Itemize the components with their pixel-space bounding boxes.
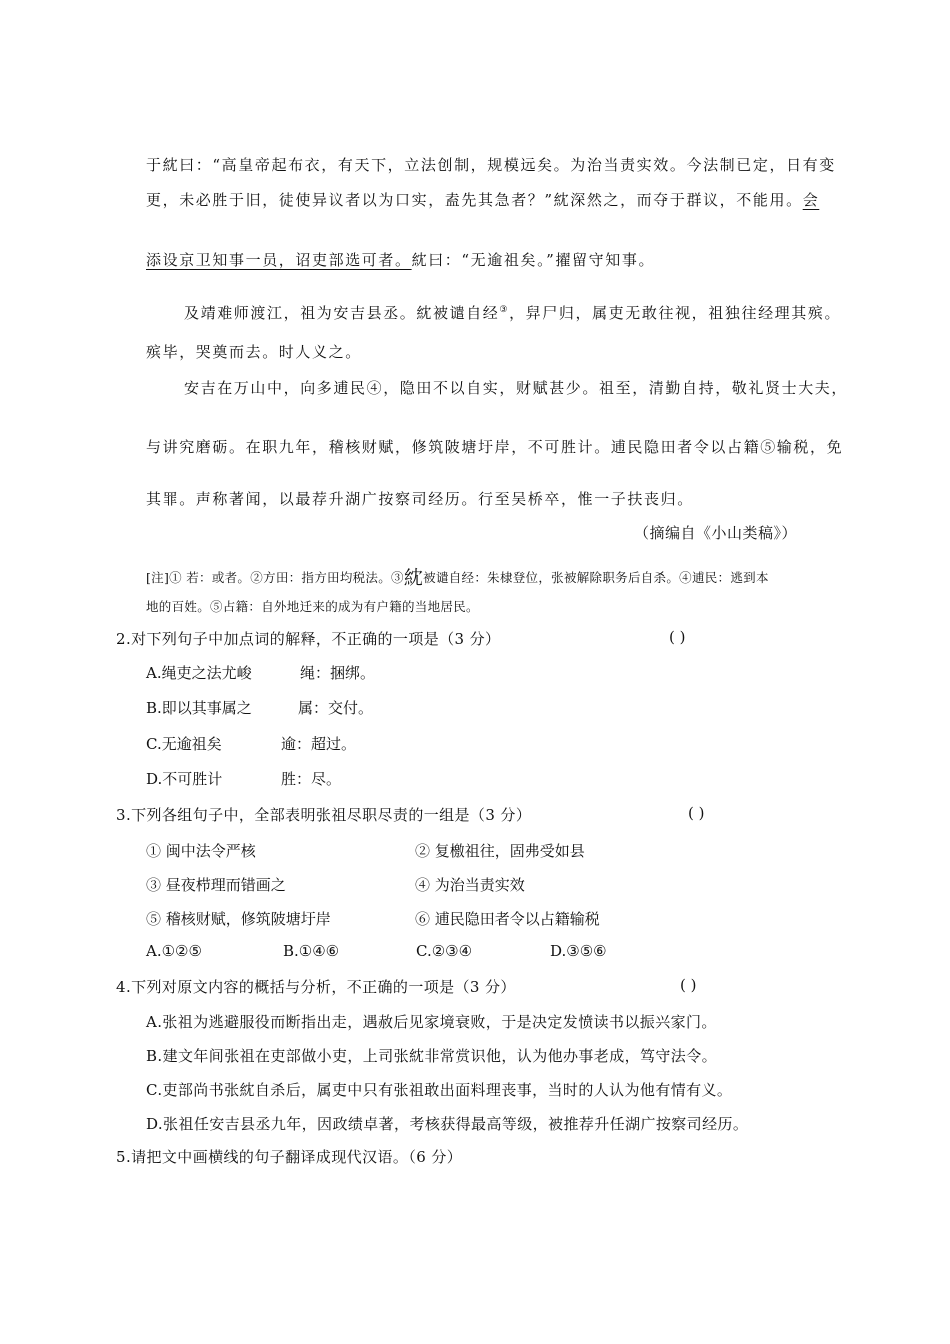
q4-option-b: B.建文年间张祖在吏部做小吏，上司张紞非常赏识他，认为他办事老成，笃守法令。 (146, 1047, 717, 1065)
q2-answer-blank: ( ) (669, 628, 686, 646)
q3-item-1: ① 闽中法令严核 (146, 842, 256, 860)
underlined-sentence-end: 添设京卫知事一员，诏吏部选可者。 (146, 251, 412, 269)
q4-option-d: D.张祖任安吉县丞九年，因政绩卓著，考核获得最高等级，被推荐升任湖广按察司经历。 (146, 1115, 749, 1133)
passage-line-1: 于紞曰：“高皇帝起布衣，有天下，立法创制，规模远矣。为治当责实效。今法制已定，日有变 (146, 156, 836, 174)
q2-option-b-gloss: 属：交付。 (298, 699, 374, 717)
q2-option-d: D.不可胜计 (146, 770, 223, 788)
q3-item-3: ③ 昼夜栉理而错画之 (146, 876, 286, 894)
passage-line-3-text: 紞曰：“无逾祖矣。”擢留守知事。 (411, 251, 656, 269)
q3-item-2: ② 复檄祖往，固弗受如县 (415, 842, 585, 860)
q3-item-5: ⑤ 稽核财赋，修筑陂塘圩岸 (146, 910, 331, 928)
q2-option-c: C.无逾祖矣 (146, 735, 222, 753)
q4-option-c: C.吏部尚书张紞自杀后，属吏中只有张祖敢出面料理丧事，当时的人认为他有情有义。 (146, 1081, 733, 1099)
passage-line-4 (184, 302, 841, 323)
note-character-glyph: 紞 (403, 567, 424, 589)
passage-line-4-text-a: 及靖难师渡江，祖为安吉县丞。紞被谴自经 (184, 304, 500, 322)
source-citation: （摘编自《小山类稿》） (634, 524, 798, 542)
q2-stem: 2.对下列句子中加点词的解释，不正确的一项是（3 分） (116, 630, 501, 648)
q4-answer-blank: ( ) (680, 976, 697, 994)
q3-item-4: ④ 为治当责实效 (415, 876, 525, 894)
q3-choice-d: D.③⑤⑥ (550, 942, 607, 960)
note-line-1-text-b: 被谴自经：朱棣登位，张被解除职务后自杀。④逋民：逃到本 (423, 570, 769, 585)
q5-stem: 5.请把文中画横线的句子翻译成现代汉语。（6 分） (116, 1148, 463, 1166)
q3-choice-a: A.①②⑤ (146, 942, 202, 960)
q2-option-c-gloss: 逾：超过。 (281, 735, 357, 753)
q4-stem: 4.下列对原文内容的概括与分析，不正确的一项是（3 分） (116, 978, 516, 996)
footnote-marker: ③ (499, 305, 510, 315)
q3-choice-b: B.①④⑥ (283, 942, 340, 960)
note-line-2: 地的百姓。⑤占籍：自外地迁来的成为有户籍的当地居民。 (146, 599, 479, 614)
q4-option-a: A.张祖为逃避服役而断指出走，遇赦后见家境衰败，于是决定发愤读书以振兴家门。 (146, 1013, 717, 1031)
q3-choice-c: C.②③④ (416, 942, 473, 960)
underlined-sentence-start: 会 (802, 191, 820, 209)
passage-line-6: 安吉在万山中，向多逋民④，隐田不以自实，财赋甚少。祖至，清勤自持，敬礼贤士大夫， (184, 379, 849, 397)
passage-line-5: 殡毕，哭奠而去。时人义之。 (146, 343, 362, 361)
passage-line-7: 与讲究磨砺。在职九年，稽核财赋，修筑陂塘圩岸，不可胜计。逋民隐田者令以占籍⑤输税，免 (146, 438, 844, 456)
passage-line-4-text-b: ，舁尸归，属吏无敢往视，祖独往经理其殡。 (509, 304, 842, 322)
q3-stem: 3.下列各组句子中，全部表明张祖尽职尽责的一组是（3 分） (116, 806, 532, 824)
passage-line-2 (146, 189, 819, 210)
note-line-1 (146, 561, 769, 588)
q2-option-a-gloss: 绳：捆绑。 (300, 664, 376, 682)
q2-option-d-gloss: 胜：尽。 (281, 770, 342, 788)
q2-option-a: A.绳吏之法尤峻 (146, 664, 252, 682)
passage-line-3 (146, 249, 655, 270)
q3-item-6: ⑥ 逋民隐田者令以占籍输税 (415, 910, 600, 928)
q3-answer-blank: ( ) (688, 804, 705, 822)
note-line-1-text-a: [注]① 若：或者。②方田：指方田均税法。③ (146, 570, 404, 585)
passage-line-2-text: 更，未必胜于旧，徒使异议者以为口实，盍先其急者？”紞深然之，而夺于群议，不能用。 (146, 191, 803, 209)
passage-line-8: 其罪。声称著闻，以最荐升湖广按察司经历。行至吴桥卒，惟一子扶丧归。 (146, 490, 694, 508)
q2-option-b: B.即以其事属之 (146, 699, 252, 717)
